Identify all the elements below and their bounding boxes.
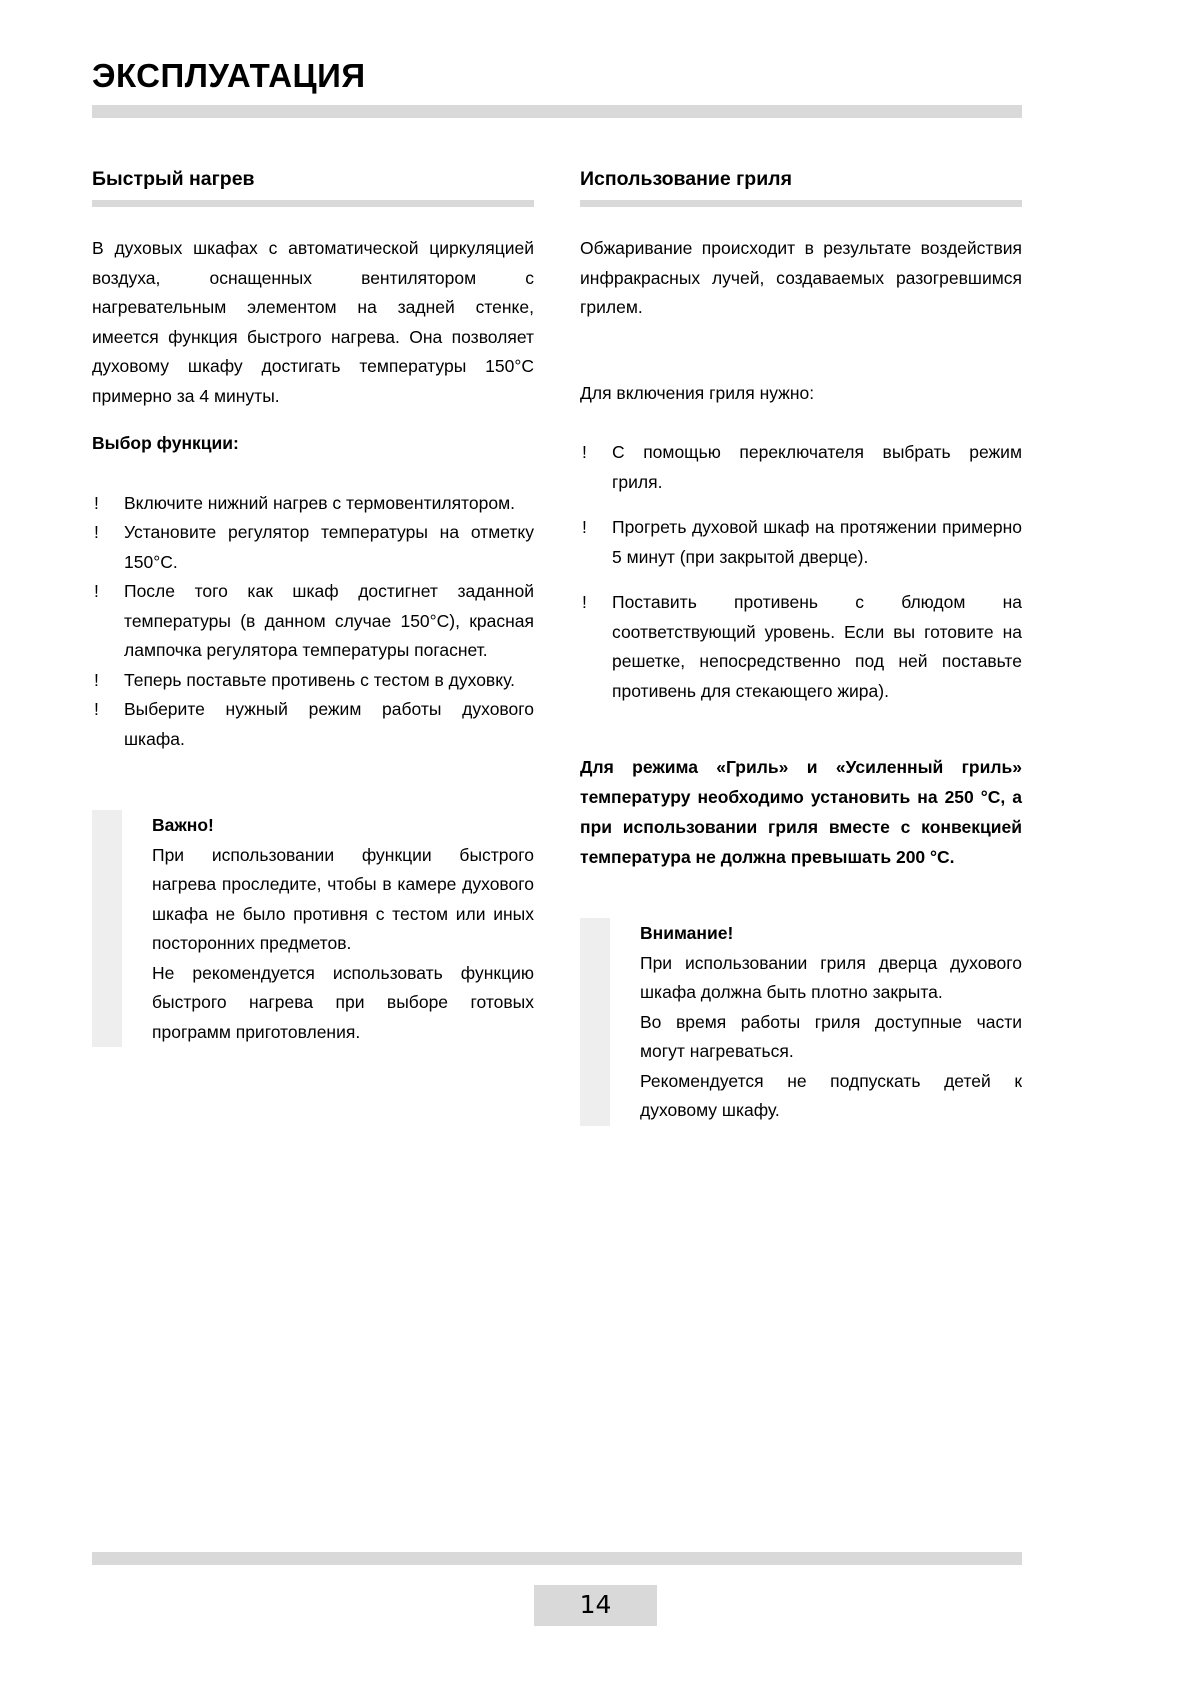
list-item-text: Включите нижний нагрев с термовентилятором. (124, 492, 515, 513)
page-number (0, 1585, 1191, 1626)
callout-accent-bar (92, 810, 122, 1047)
page-title: ЭКСПЛУАТАЦИЯ (92, 57, 366, 94)
list-item (580, 513, 1022, 572)
left-column (92, 168, 534, 1126)
callout-paragraph: При использовании гриля дверца духового шкафа должна быть плотно закрыта. (640, 952, 1022, 1003)
list-item (92, 489, 534, 519)
list-item (92, 666, 534, 696)
important-callout (92, 810, 534, 1047)
right-bullet-list (580, 438, 1022, 706)
list-item (580, 588, 1022, 706)
callout-title: Важно! (152, 815, 214, 836)
bullet-marker-icon: ! (94, 522, 99, 543)
left-bullet-list (92, 489, 534, 755)
footer-divider (92, 1552, 1022, 1565)
page-header (92, 58, 1022, 118)
header-divider (92, 105, 1022, 118)
bullet-marker-icon: ! (94, 581, 99, 602)
bullet-marker-icon: ! (94, 669, 99, 690)
bullet-marker-icon: ! (582, 442, 587, 463)
list-item (92, 518, 534, 577)
list-item-text: Установите регулятор температуры на отметку 150°C. (124, 522, 534, 572)
bullet-marker-icon: ! (94, 699, 99, 720)
list-item (580, 438, 1022, 497)
right-intro-paragraph: Обжаривание происходит в результате воздействия инфракрасных лучей, создаваемых разогревшимся грилем. (580, 238, 1022, 318)
bullet-marker-icon: ! (582, 517, 587, 538)
spacer (580, 323, 1022, 379)
list-item-text: С помощью переключателя выбрать режим гриля. (612, 442, 1022, 492)
callout-paragraph: При использовании функции быстрого нагрева проследите, чтобы в камере духового шкафа не было противня с тестом или иных посторонних предметов. (152, 844, 534, 954)
bullet-marker-icon: ! (94, 492, 99, 513)
list-item-text: После того как шкаф достигнет заданной температуры (в данном случае 150°C), красная лампочка регулятора температуры погаснет. (124, 581, 534, 661)
callout-paragraph: Рекомендуется не подпускать детей к духовому шкафу. (640, 1070, 1022, 1121)
spacer (580, 706, 1022, 752)
callout-title: Внимание! (640, 923, 734, 944)
right-column (580, 168, 1022, 1126)
callout-paragraph: Во время работы гриля доступные части могут нагреваться. (640, 1011, 1022, 1062)
left-subheading: Выбор функции: (92, 433, 239, 454)
list-item-text: Теперь поставьте противень с тестом в духовку. (124, 669, 515, 690)
left-section-title: Быстрый нагрев (92, 168, 255, 190)
spacer (580, 408, 1022, 438)
callout-accent-bar (580, 918, 610, 1126)
warning-callout (580, 918, 1022, 1126)
content-columns (92, 168, 1022, 1126)
list-item-text: Поставить противень с блюдом на соответствующий уровень. Если вы готовите на решетке, непосредственно под ней поставьте противень для стекающего жира). (612, 592, 1022, 701)
callout-content (122, 810, 534, 1047)
spacer (92, 411, 534, 429)
page-number-value: 14 (534, 1585, 657, 1626)
right-section-divider (580, 200, 1022, 207)
right-bold-note: Для режима «Гриль» и «Усиленный гриль» температуру необходимо установить на 250 °C, а при использовании гриля вместе с конвекцией температура не должна превышать 200 °C. (580, 757, 1022, 868)
bullet-marker-icon: ! (582, 592, 587, 613)
right-section-title: Использование гриля (580, 168, 792, 190)
callout-content (610, 918, 1022, 1126)
list-item (92, 577, 534, 666)
callout-paragraph: Не рекомендуется использовать функцию быстрого нагрева при выборе готовых программ приготовления. (152, 962, 534, 1042)
right-lead-in-text: Для включения гриля нужно: (580, 382, 815, 403)
list-item (92, 695, 534, 754)
spacer (92, 754, 534, 810)
list-item-text: Выберите нужный режим работы духового шкафа. (124, 699, 534, 749)
spacer (92, 459, 534, 489)
left-section-divider (92, 200, 534, 207)
spacer (580, 872, 1022, 918)
list-item-text: Прогреть духовой шкаф на протяжении примерно 5 минут (при закрытой дверце). (612, 517, 1022, 567)
left-intro-paragraph: В духовых шкафах с автоматической циркуляцией воздуха, оснащенных вентилятором с нагревательным элементом на задней стенке, имеется функция быстрого нагрева. Она позволяет духовому шкафу достигать температуры 150°C примерно за 4 минуты. (92, 238, 534, 406)
